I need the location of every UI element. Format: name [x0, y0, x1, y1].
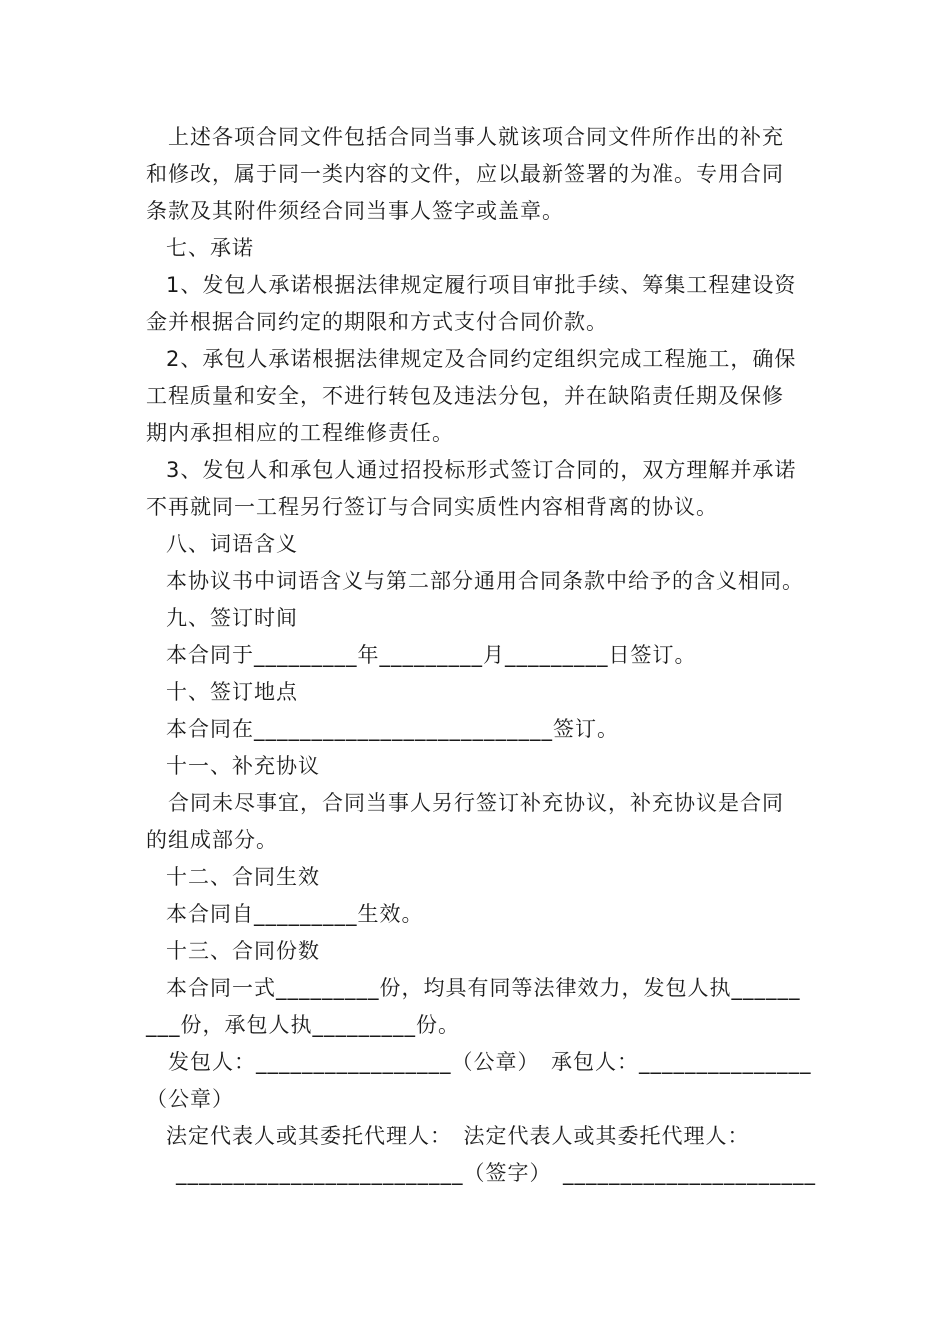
section-heading: 十三、合同份数 [166, 939, 320, 963]
signing-date-line: 本合同于_________年_________月_________日签订。 [166, 643, 697, 667]
section-heading: 十一、补充协议 [166, 754, 320, 778]
copies-line: 本合同一式_________份，均具有同等法律效力，发包人执______ [166, 976, 801, 1000]
section-heading: 十、签订地点 [166, 680, 298, 704]
copies-line: ___份，承包人执_________份。 [146, 1013, 460, 1037]
text-line: 不再就同一工程另行签订与合同实质性内容相背离的协议。 [146, 495, 718, 519]
text-line: 和修改，属于同一类内容的文件，应以最新签署的为准。专用合同 [146, 162, 784, 186]
section-heading: 八、词语含义 [166, 532, 298, 556]
text-line: 上述各项合同文件包括合同当事人就该项合同文件所作出的补充 [146, 125, 784, 149]
text-line: 的组成部分。 [146, 828, 278, 852]
text-line: 工程质量和安全，不进行转包及违法分包，并在缺陷责任期及保修 [146, 384, 784, 408]
signing-place-line: 本合同在__________________________签订。 [166, 717, 619, 741]
party-seal-line: （公章） [146, 1087, 234, 1111]
section-heading: 十二、合同生效 [166, 865, 320, 889]
text-line: 期内承担相应的工程维修责任。 [146, 421, 454, 445]
section-heading: 七、承诺 [166, 236, 254, 260]
effective-line: 本合同自_________生效。 [166, 902, 424, 926]
text-line: 合同未尽事宜，合同当事人另行签订补充协议，补充协议是合同 [146, 791, 784, 815]
text-line: 2、承包人承诺根据法律规定及合同约定组织完成工程施工，确保 [166, 347, 797, 371]
section-heading: 九、签订时间 [166, 606, 298, 630]
representative-label-line: 法定代表人或其委托代理人： 法定代表人或其委托代理人： [166, 1124, 750, 1148]
text-line: 本协议书中词语含义与第二部分通用合同条款中给予的含义相同。 [166, 569, 804, 593]
signature-line: _________________________（签字） ______________________ [176, 1161, 816, 1185]
text-line: 3、发包人和承包人通过招投标形式签订合同的，双方理解并承诺 [166, 458, 797, 482]
party-seal-line: 发包人：_________________（公章） 承包人：_______________ [146, 1050, 812, 1074]
text-line: 1、发包人承诺根据法律规定履行项目审批手续、筹集工程建设资 [166, 273, 797, 297]
text-line: 金并根据合同约定的期限和方式支付合同价款。 [146, 310, 608, 334]
text-line: 条款及其附件须经合同当事人签字或盖章。 [146, 199, 564, 223]
